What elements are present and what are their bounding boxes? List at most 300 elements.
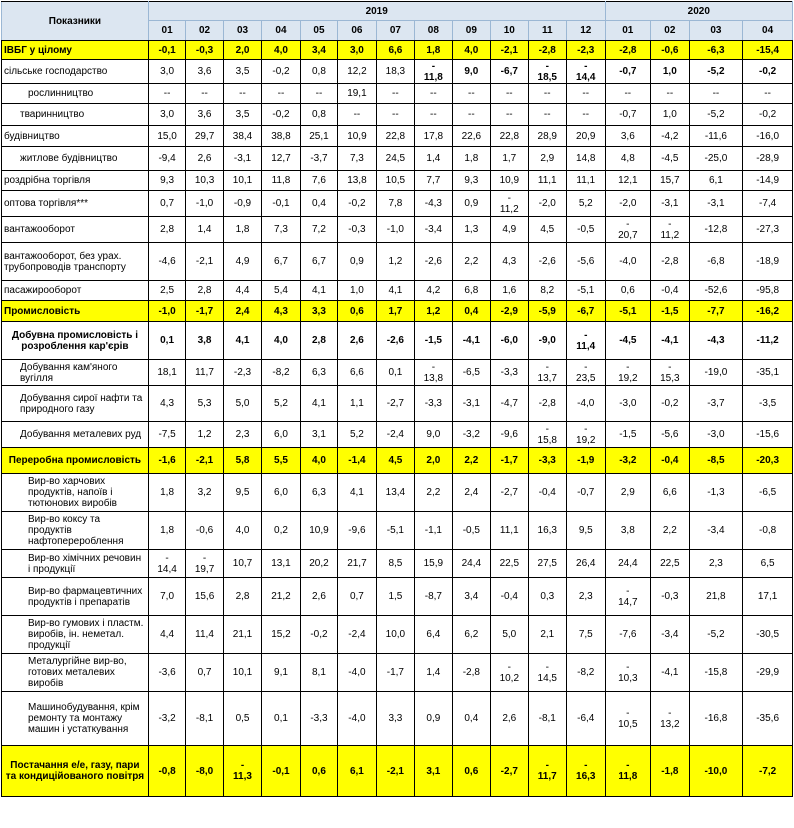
table-cell: 13,1: [262, 550, 300, 578]
table-cell: -5,9: [528, 301, 566, 322]
table-cell: 1,0: [338, 281, 376, 301]
table-cell: 0,9: [415, 692, 452, 746]
table-cell: 1,4: [186, 217, 223, 243]
table-cell: -95,8: [743, 281, 793, 301]
table-cell: 19,1: [338, 84, 376, 104]
table-cell: 1,8: [415, 41, 452, 60]
table-row: [2, 191, 793, 217]
table-cell: 7,2: [300, 217, 337, 243]
table-cell: -4,1: [452, 322, 490, 360]
table-cell: 2,1: [528, 616, 566, 654]
table-row: [2, 147, 793, 171]
table-cell: 4,0: [262, 41, 300, 60]
table-cell: --: [262, 84, 300, 104]
table-cell: -2,1: [186, 448, 223, 474]
table-cell: 5,5: [262, 448, 300, 474]
header-year-2019: 2019: [148, 2, 605, 21]
table-cell: -2,7: [376, 386, 414, 422]
table-cell: -27,3: [743, 217, 793, 243]
header-month: 01: [148, 21, 185, 41]
table-cell: 7,8: [376, 191, 414, 217]
table-cell: --: [528, 84, 566, 104]
table-cell: -5,2: [689, 104, 743, 126]
row-label: сільське господарство: [2, 60, 149, 84]
table-cell: -4,3: [415, 191, 452, 217]
table-cell: -1,7: [376, 654, 414, 692]
table-cell: -3,3: [491, 360, 528, 386]
table-cell: --: [491, 104, 528, 126]
row-label: Вир-во хімічних речовин і продукції: [2, 550, 149, 578]
table-cell: -7,6: [605, 616, 651, 654]
table-cell: 0,4: [452, 692, 490, 746]
table-cell: 15,2: [262, 616, 300, 654]
table-cell: 2,3: [689, 550, 743, 578]
table-cell: 0,4: [452, 301, 490, 322]
header-month: 09: [452, 21, 490, 41]
table-cell: -35,6: [743, 692, 793, 746]
table-cell: -0,9: [223, 191, 261, 217]
table-cell: 22,8: [491, 126, 528, 147]
table-cell: -1,7: [491, 448, 528, 474]
table-cell: 3,4: [300, 41, 337, 60]
row-label: Добування металевих руд: [2, 422, 149, 448]
table-cell: -0,2: [300, 616, 337, 654]
table-cell: -0,4: [651, 281, 689, 301]
table-cell: 6,7: [300, 243, 337, 281]
table-cell: -2,8: [528, 41, 566, 60]
table-cell: 1,8: [148, 512, 185, 550]
table-cell: 3,6: [186, 60, 223, 84]
table-cell: -8,2: [262, 360, 300, 386]
table-cell: 1,8: [148, 474, 185, 512]
table-cell: -0,3: [338, 217, 376, 243]
header-month: 01: [605, 21, 651, 41]
table-cell: 4,1: [300, 281, 337, 301]
table-cell: 3,1: [415, 746, 452, 797]
table-cell: 0,2: [262, 512, 300, 550]
table-cell: - 16,3: [567, 746, 606, 797]
header-month: 03: [223, 21, 261, 41]
table-cell: -1,3: [689, 474, 743, 512]
table-cell: -3,7: [689, 386, 743, 422]
table-cell: - 11,8: [415, 60, 452, 84]
table-row: [2, 474, 793, 512]
table-cell: 10,7: [223, 550, 261, 578]
table-cell: 2,6: [338, 322, 376, 360]
table-cell: 0,6: [300, 746, 337, 797]
table-cell: 2,0: [223, 41, 261, 60]
table-cell: -12,8: [689, 217, 743, 243]
table-cell: -2,1: [376, 746, 414, 797]
table-cell: -6,5: [743, 474, 793, 512]
table-cell: 0,7: [338, 578, 376, 616]
table-cell: -1,0: [186, 191, 223, 217]
row-label: Вир-во харчових продуктів, напоїв і тютюнових виробів: [2, 474, 149, 512]
table-cell: -18,9: [743, 243, 793, 281]
table-cell: 4,3: [148, 386, 185, 422]
header-month: 04: [743, 21, 793, 41]
table-row: [2, 448, 793, 474]
row-label: Машинобудування, крім ремонту та монтажу машин і устаткування: [2, 692, 149, 746]
table-cell: - 14,4: [567, 60, 606, 84]
table-cell: 21,1: [223, 616, 261, 654]
table-cell: 2,6: [186, 147, 223, 171]
table-cell: -3,4: [689, 512, 743, 550]
row-label: роздрібна торгівля: [2, 171, 149, 191]
table-cell: -2,1: [186, 243, 223, 281]
table-cell: 0,1: [262, 692, 300, 746]
table-cell: -9,4: [148, 147, 185, 171]
row-label: пасажирооборот: [2, 281, 149, 301]
table-cell: 5,0: [223, 386, 261, 422]
table-cell: 13,8: [338, 171, 376, 191]
table-cell: -0,4: [491, 578, 528, 616]
table-row: [2, 60, 793, 84]
table-cell: 3,5: [223, 60, 261, 84]
table-cell: --: [148, 84, 185, 104]
table-cell: 1,8: [223, 217, 261, 243]
table-cell: 22,5: [491, 550, 528, 578]
table-cell: --: [567, 84, 606, 104]
table-cell: -2,8: [605, 41, 651, 60]
table-cell: -3,0: [605, 386, 651, 422]
table-row: [2, 171, 793, 191]
row-label: Вир-во коксу та продуктів нафтоперероблення: [2, 512, 149, 550]
table-cell: -6,3: [689, 41, 743, 60]
row-label: будівництво: [2, 126, 149, 147]
table-cell: 3,6: [186, 104, 223, 126]
table-cell: -4,1: [651, 654, 689, 692]
table-cell: -10,0: [689, 746, 743, 797]
table-cell: 2,8: [223, 578, 261, 616]
table-cell: 24,4: [452, 550, 490, 578]
table-cell: 4,1: [300, 386, 337, 422]
table-cell: 15,7: [651, 171, 689, 191]
table-cell: -15,8: [689, 654, 743, 692]
table-cell: -29,9: [743, 654, 793, 692]
row-label: житлове будівництво: [2, 147, 149, 171]
table-cell: -0,1: [262, 191, 300, 217]
table-cell: -3,5: [743, 386, 793, 422]
table-cell: 2,2: [651, 512, 689, 550]
table-cell: -5,6: [567, 243, 606, 281]
table-cell: 2,8: [148, 217, 185, 243]
table-cell: 2,8: [186, 281, 223, 301]
row-label: Переробна промисловість: [2, 448, 149, 474]
table-row: [2, 692, 793, 746]
header-month: 07: [376, 21, 414, 41]
table-cell: -0,8: [743, 512, 793, 550]
table-cell: -11,6: [689, 126, 743, 147]
table-cell: 11,4: [186, 616, 223, 654]
table-cell: --: [689, 84, 743, 104]
row-label: рослинництво: [2, 84, 149, 104]
table-cell: -2,1: [491, 41, 528, 60]
table-cell: 1,3: [452, 217, 490, 243]
table-cell: 4,9: [223, 243, 261, 281]
table-cell: - 11,3: [223, 746, 261, 797]
table-cell: 1,6: [491, 281, 528, 301]
table-cell: 2,4: [223, 301, 261, 322]
table-cell: 3,0: [148, 60, 185, 84]
table-cell: 11,8: [262, 171, 300, 191]
table-cell: 0,8: [300, 104, 337, 126]
table-cell: 17,8: [415, 126, 452, 147]
table-cell: -8,0: [186, 746, 223, 797]
table-cell: -25,0: [689, 147, 743, 171]
table-cell: -8,7: [415, 578, 452, 616]
table-cell: 3,0: [338, 41, 376, 60]
table-row: [2, 616, 793, 654]
table-cell: 4,9: [491, 217, 528, 243]
table-cell: 0,6: [452, 746, 490, 797]
table-cell: 15,0: [148, 126, 185, 147]
table-cell: -0,4: [528, 474, 566, 512]
table-cell: 2,6: [491, 692, 528, 746]
table-cell: 4,8: [605, 147, 651, 171]
table-cell: -1,8: [651, 746, 689, 797]
table-cell: 20,2: [300, 550, 337, 578]
table-cell: -2,9: [491, 301, 528, 322]
table-cell: -19,0: [689, 360, 743, 386]
table-cell: -8,5: [689, 448, 743, 474]
table-cell: -1,1: [415, 512, 452, 550]
table-cell: -0,3: [186, 41, 223, 60]
table-cell: -0,1: [262, 746, 300, 797]
table-cell: 27,5: [528, 550, 566, 578]
table-cell: 20,9: [567, 126, 606, 147]
table-cell: --: [376, 104, 414, 126]
table-cell: -2,0: [605, 191, 651, 217]
header-month: 06: [338, 21, 376, 41]
table-cell: -7,5: [148, 422, 185, 448]
table-cell: 3,2: [186, 474, 223, 512]
table-cell: 1,2: [376, 243, 414, 281]
table-cell: 10,1: [223, 171, 261, 191]
table-cell: -3,2: [148, 692, 185, 746]
table-cell: -0,2: [262, 60, 300, 84]
table-cell: - 14,4: [148, 550, 185, 578]
table-cell: 2,9: [528, 147, 566, 171]
table-cell: 10,9: [491, 171, 528, 191]
table-cell: 6,6: [376, 41, 414, 60]
table-cell: 1,7: [491, 147, 528, 171]
table-cell: -0,5: [452, 512, 490, 550]
table-cell: -2,4: [338, 616, 376, 654]
table-cell: -2,6: [376, 322, 414, 360]
table-cell: -35,1: [743, 360, 793, 386]
table-cell: 0,6: [338, 301, 376, 322]
table-cell: -5,2: [689, 616, 743, 654]
table-cell: 12,2: [338, 60, 376, 84]
table-cell: -4,6: [148, 243, 185, 281]
table-cell: -5,1: [605, 301, 651, 322]
table-cell: 6,3: [300, 474, 337, 512]
table-cell: 5,0: [491, 616, 528, 654]
table-cell: -20,3: [743, 448, 793, 474]
table-cell: -0,2: [743, 104, 793, 126]
table-cell: 2,6: [300, 578, 337, 616]
table-cell: -3,6: [148, 654, 185, 692]
row-label: Добування сирої нафти та природного газу: [2, 386, 149, 422]
table-cell: 0,5: [223, 692, 261, 746]
table-cell: -6,0: [491, 322, 528, 360]
table-header: [2, 2, 793, 41]
table-row: [2, 243, 793, 281]
header-month: 08: [415, 21, 452, 41]
table-cell: 8,2: [528, 281, 566, 301]
table-body: [2, 41, 793, 797]
table-row: [2, 281, 793, 301]
table-cell: 14,8: [567, 147, 606, 171]
table-cell: 28,9: [528, 126, 566, 147]
table-cell: -16,0: [743, 126, 793, 147]
table-cell: -1,4: [338, 448, 376, 474]
table-cell: -3,7: [300, 147, 337, 171]
table-cell: -0,4: [651, 448, 689, 474]
table-cell: -9,0: [528, 322, 566, 360]
table-cell: 10,9: [300, 512, 337, 550]
table-row: [2, 126, 793, 147]
table-cell: -7,4: [743, 191, 793, 217]
table-cell: -7,2: [743, 746, 793, 797]
table-cell: -3,3: [300, 692, 337, 746]
table-cell: 6,2: [452, 616, 490, 654]
table-cell: -2,8: [651, 243, 689, 281]
table-cell: -9,6: [491, 422, 528, 448]
table-cell: 1,1: [338, 386, 376, 422]
table-cell: --: [452, 104, 490, 126]
table-cell: 0,7: [148, 191, 185, 217]
table-cell: 22,5: [651, 550, 689, 578]
table-cell: 18,3: [376, 60, 414, 84]
table-cell: -8,2: [567, 654, 606, 692]
table-cell: --: [528, 104, 566, 126]
table-cell: -0,3: [651, 578, 689, 616]
table-cell: -8,1: [186, 692, 223, 746]
table-cell: 6,4: [415, 616, 452, 654]
table-cell: -6,8: [689, 243, 743, 281]
table-cell: 8,1: [300, 654, 337, 692]
table-cell: 7,7: [415, 171, 452, 191]
table-cell: 11,1: [567, 171, 606, 191]
table-cell: 3,1: [300, 422, 337, 448]
table-cell: 6,6: [338, 360, 376, 386]
table-cell: 7,0: [148, 578, 185, 616]
table-cell: 6,1: [689, 171, 743, 191]
table-cell: -4,2: [651, 126, 689, 147]
table-cell: 4,4: [148, 616, 185, 654]
table-cell: -0,6: [651, 41, 689, 60]
table-cell: 29,7: [186, 126, 223, 147]
table-row: [2, 550, 793, 578]
table-cell: -2,6: [528, 243, 566, 281]
table-cell: - 11,8: [605, 746, 651, 797]
table-cell: 0,7: [186, 654, 223, 692]
table-cell: 6,0: [262, 422, 300, 448]
table-cell: 1,0: [651, 104, 689, 126]
table-cell: 17,1: [743, 578, 793, 616]
table-cell: 4,3: [262, 301, 300, 322]
table-cell: -4,5: [651, 147, 689, 171]
table-cell: -3,1: [452, 386, 490, 422]
table-cell: 5,8: [223, 448, 261, 474]
table-cell: -1,7: [186, 301, 223, 322]
table-cell: --: [338, 104, 376, 126]
table-cell: 22,8: [376, 126, 414, 147]
table-cell: 3,3: [376, 692, 414, 746]
row-label: Вир-во фармацевтичних продуктів і препаратів: [2, 578, 149, 616]
table-cell: - 14,5: [528, 654, 566, 692]
table-cell: --: [223, 84, 261, 104]
table-cell: -3,4: [651, 616, 689, 654]
header-year-2020: 2020: [605, 2, 792, 21]
table-cell: -6,7: [491, 60, 528, 84]
table-cell: - 19,7: [186, 550, 223, 578]
table-cell: -1,6: [148, 448, 185, 474]
table-cell: 4,0: [223, 512, 261, 550]
header-month: 05: [300, 21, 337, 41]
table-cell: -0,2: [651, 386, 689, 422]
row-label: оптова торгівля***: [2, 191, 149, 217]
table-cell: 4,2: [415, 281, 452, 301]
table-cell: 5,4: [262, 281, 300, 301]
header-month: 02: [186, 21, 223, 41]
indicators-table: [1, 1, 793, 797]
table-cell: 6,1: [338, 746, 376, 797]
table-cell: - 19,2: [567, 422, 606, 448]
row-label: Добувна промисловість і розроблення кар'єрів: [2, 322, 149, 360]
table-cell: -4,0: [338, 692, 376, 746]
table-cell: --: [743, 84, 793, 104]
table-cell: -4,5: [605, 322, 651, 360]
table-cell: 22,6: [452, 126, 490, 147]
table-cell: --: [415, 104, 452, 126]
table-cell: 4,1: [338, 474, 376, 512]
row-label: вантажооборот: [2, 217, 149, 243]
table-cell: 4,0: [300, 448, 337, 474]
table-cell: --: [491, 84, 528, 104]
table-cell: -4,1: [651, 322, 689, 360]
table-cell: -16,2: [743, 301, 793, 322]
table-cell: -3,3: [528, 448, 566, 474]
table-cell: --: [651, 84, 689, 104]
table-cell: 9,0: [452, 60, 490, 84]
table-cell: 11,7: [186, 360, 223, 386]
table-cell: 10,3: [186, 171, 223, 191]
table-cell: -4,3: [689, 322, 743, 360]
table-cell: -16,8: [689, 692, 743, 746]
table-row: [2, 104, 793, 126]
table-cell: 12,7: [262, 147, 300, 171]
table-cell: -28,9: [743, 147, 793, 171]
table-cell: - 10,5: [605, 692, 651, 746]
table-cell: -2,8: [452, 654, 490, 692]
table-cell: 15,9: [415, 550, 452, 578]
table-cell: -2,4: [376, 422, 414, 448]
table-cell: 4,1: [376, 281, 414, 301]
table-cell: 9,5: [567, 512, 606, 550]
table-cell: -1,5: [605, 422, 651, 448]
table-cell: 1,2: [415, 301, 452, 322]
table-cell: - 10,3: [605, 654, 651, 692]
table-cell: 2,8: [300, 322, 337, 360]
row-label: тваринництво: [2, 104, 149, 126]
table-cell: 3,8: [186, 322, 223, 360]
row-label: вантажооборот, без урах. трубопроводів транспорту: [2, 243, 149, 281]
table-cell: 3,4: [452, 578, 490, 616]
table-cell: -2,6: [415, 243, 452, 281]
